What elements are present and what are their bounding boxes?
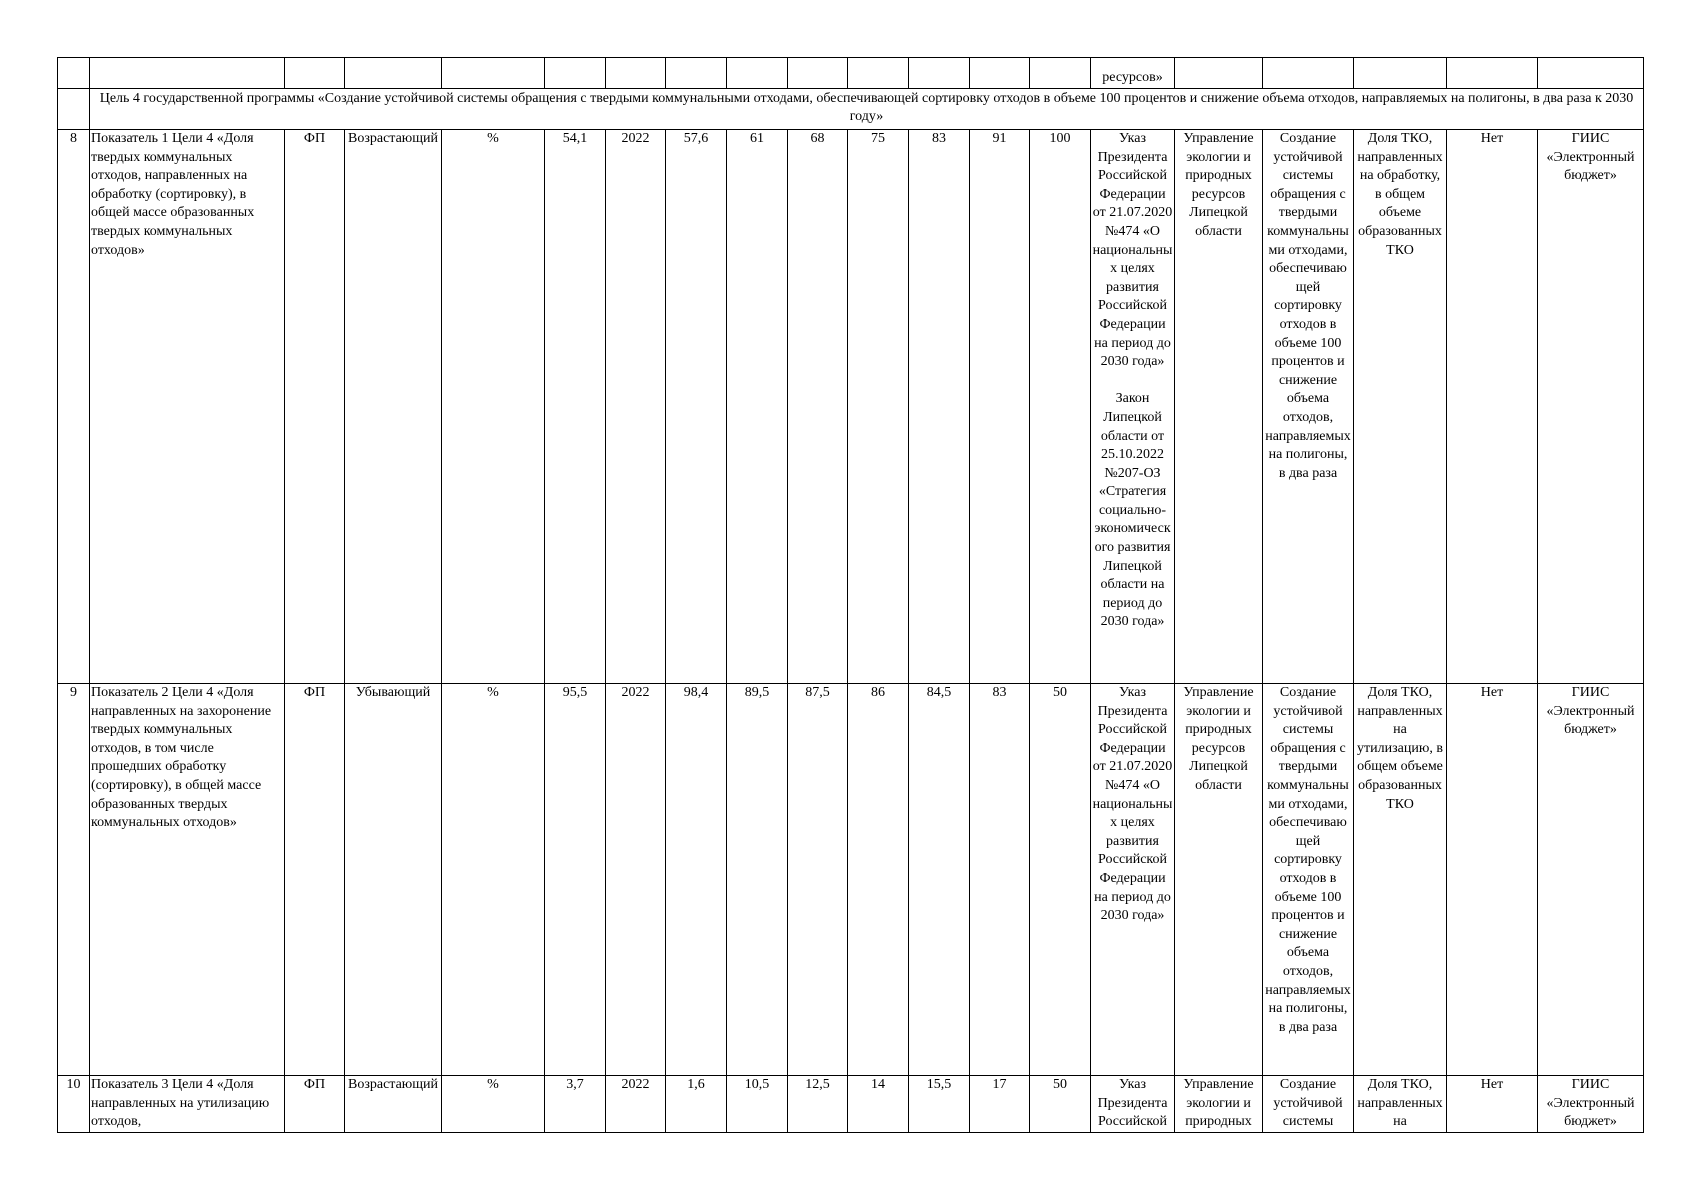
cell-empty (606, 58, 666, 89)
value-year-2: 89,5 (727, 684, 788, 1076)
source-document-part-1: Указ Президента Российской Федерации от 21.07.2020 №474 «О национальных целях развития Российской Федерации на период до 2030 года» (1092, 131, 1173, 370)
source-document-part-2: Закон Липецкой области от 25.10.2022 №207-ОЗ «Стратегия социально-экономического развития Липецкой области на период до 2030 года» (1094, 391, 1171, 630)
cell-empty (788, 58, 848, 89)
related-indicator: Доля ТКО, направленных на утилизацию, в общем объеме образованных ТКО (1354, 684, 1447, 1076)
value-year-7: 100 (1030, 130, 1091, 684)
responsible-body: Управление экологии и природных ресурсов Липецкой области (1175, 684, 1263, 1076)
value-year-4: 75 (848, 130, 909, 684)
source-document-part-1: Указ Президента Российской (1097, 1077, 1168, 1130)
base-year: 2022 (606, 1076, 666, 1133)
indicator-trend: Возрастающий (345, 1076, 442, 1133)
cell-empty (1354, 58, 1447, 89)
value-year-1: 57,6 (666, 130, 727, 684)
base-value: 95,5 (545, 684, 606, 1076)
unit-of-measure: % (442, 1076, 545, 1133)
flag-value: Нет (1447, 684, 1538, 1076)
document-page (57, 57, 1643, 1133)
cell-empty (727, 58, 788, 89)
cell-empty (1447, 58, 1538, 89)
value-year-5: 84,5 (909, 684, 970, 1076)
value-year-6: 83 (970, 684, 1030, 1076)
value-year-6: 91 (970, 130, 1030, 684)
cell-empty (285, 58, 345, 89)
value-year-2: 10,5 (727, 1076, 788, 1133)
cell-empty (909, 58, 970, 89)
indicator-level: ФП (285, 684, 345, 1076)
goal-link: Создание устойчивой системы обращения с твердыми коммунальными отходами, обеспечивающей сортировку отходов в объеме 100 процентов и снижение объема отходов, направляемых на полигоны, в два раза (1263, 130, 1354, 684)
unit-of-measure: % (442, 684, 545, 1076)
related-indicator: Доля ТКО, направленных на (1354, 1076, 1447, 1133)
indicators-table (57, 57, 1644, 1133)
table-row (58, 130, 1644, 684)
indicator-trend: Возрастающий (345, 130, 442, 684)
row-number: 8 (58, 130, 90, 684)
value-year-1: 98,4 (666, 684, 727, 1076)
cell-empty (848, 58, 909, 89)
value-year-5: 83 (909, 130, 970, 684)
base-year: 2022 (606, 130, 666, 684)
table-row (58, 684, 1644, 1076)
information-system: ГИИС «Электронный бюджет» (1538, 130, 1644, 684)
responsible-body: Управление экологии и природных ресурсов Липецкой области (1175, 130, 1263, 684)
cell-empty (58, 89, 90, 130)
cell-empty (345, 58, 442, 89)
value-year-7: 50 (1030, 1076, 1091, 1133)
cell-empty (1030, 58, 1091, 89)
goal-link: Создание устойчивой системы обращения с твердыми коммунальными отходами, обеспечивающей сортировку отходов в объеме 100 процентов и снижение объема отходов, направляемых на полигоны, в два раза (1263, 684, 1354, 1076)
value-year-5: 15,5 (909, 1076, 970, 1133)
indicator-name: Показатель 2 Цели 4 «Доля направленных на захоронение твердых коммунальных отходов, в том числе прошедших обработку (сортировку), в общей массе образованных твердых коммунальных отходов» (90, 684, 285, 1076)
goal-link: Создание устойчивой системы (1263, 1076, 1354, 1133)
indicator-trend: Убывающий (345, 684, 442, 1076)
source-document-part-1: Указ Президента Российской Федерации от 21.07.2020 №474 «О национальных целях развития Российской Федерации на период до 2030 года» (1092, 685, 1173, 924)
cell-empty (58, 58, 90, 89)
flag-value: Нет (1447, 1076, 1538, 1133)
value-year-2: 61 (727, 130, 788, 684)
cell-empty (1175, 58, 1263, 89)
continuation-row (58, 58, 1644, 89)
value-year-6: 17 (970, 1076, 1030, 1133)
responsible-body: Управление экологии и природных (1175, 1076, 1263, 1133)
indicator-level: ФП (285, 1076, 345, 1133)
value-year-4: 14 (848, 1076, 909, 1133)
value-year-7: 50 (1030, 684, 1091, 1076)
goal-row (58, 89, 1644, 130)
indicator-level: ФП (285, 130, 345, 684)
source-document (1091, 684, 1175, 1076)
flag-value: Нет (1447, 130, 1538, 684)
unit-of-measure: % (442, 130, 545, 684)
goal-title: Цель 4 государственной программы «Создание устойчивой системы обращения с твердыми коммунальными отходами, обеспечивающей сортировку отходов в объеме 100 процентов и снижение объема отходов, направляемых на полигоны, в два раза к 2030 году» (90, 89, 1644, 130)
cell-empty (90, 58, 285, 89)
indicator-name: Показатель 1 Цели 4 «Доля твердых коммунальных отходов, направленных на обработку (сортировку), в общей массе образованных твердых коммунальных отходов» (90, 130, 285, 684)
base-value: 3,7 (545, 1076, 606, 1133)
paragraph-gap (1092, 372, 1173, 391)
base-year: 2022 (606, 684, 666, 1076)
information-system: ГИИС «Электронный бюджет» (1538, 1076, 1644, 1133)
row-number: 10 (58, 1076, 90, 1133)
cell-empty (1263, 58, 1354, 89)
cell-empty (970, 58, 1030, 89)
information-system: ГИИС «Электронный бюджет» (1538, 684, 1644, 1076)
table-row (58, 1076, 1644, 1133)
cell-empty (1538, 58, 1644, 89)
value-year-3: 87,5 (788, 684, 848, 1076)
cell-empty (442, 58, 545, 89)
value-year-3: 12,5 (788, 1076, 848, 1133)
value-year-3: 68 (788, 130, 848, 684)
source-document (1091, 130, 1175, 684)
source-document (1091, 1076, 1175, 1133)
value-year-4: 86 (848, 684, 909, 1076)
source-document-cell: ресурсов» (1091, 58, 1175, 89)
cell-empty (666, 58, 727, 89)
base-value: 54,1 (545, 130, 606, 684)
related-indicator: Доля ТКО, направленных на обработку, в общем объеме образованных ТКО (1354, 130, 1447, 684)
indicator-name: Показатель 3 Цели 4 «Доля направленных на утилизацию отходов, (90, 1076, 285, 1133)
cell-empty (545, 58, 606, 89)
row-number: 9 (58, 684, 90, 1076)
value-year-1: 1,6 (666, 1076, 727, 1133)
